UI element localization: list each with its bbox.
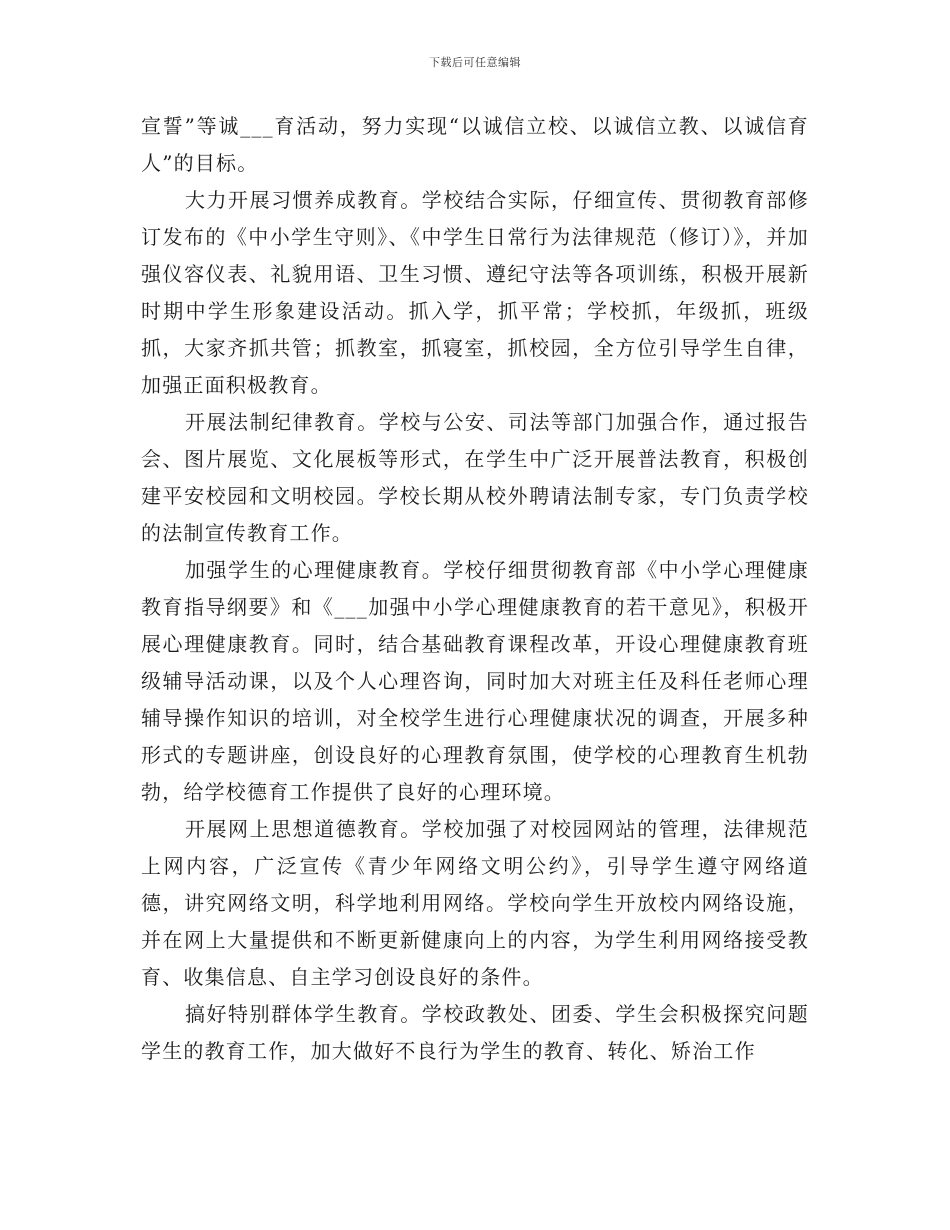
paragraph-1: 宣誓”等诚___育活动，努力实现“以诚信立校、以诚信立教、以诚信育人”的目标。 (141, 114, 809, 175)
page-header: 下载后可任意编辑 (429, 56, 521, 69)
paragraph-2: 大力开展习惯养成教育。学校结合实际，仔细宣传、贯彻教育部修订发布的《中小学生守则》、《中学生日常行为法律规范（修订）》，并加强仪容仪表、礼貌用语、卫生习惯、遵纪守法等各项训练，积极开展新时期中学生形象建设活动。抓入学，抓平常；学校抓，年级抓，班级抓，大家齐抓共管；抓教室，抓寝室，抓校园，全方位引导学生自律，加强正面积极教育。 (141, 188, 809, 397)
document-body (141, 108, 809, 1070)
paragraph-3: 开展法制纪律教育。学校与公安、司法等部门加强合作，通过报告会、图片展览、文化展板等形式，在学生中广泛开展普法教育，积极创建平安校园和文明校园。学校长期从校外聘请法制专家，专门负责学校的法制宣传教育工作。 (141, 410, 809, 545)
paragraph-5: 开展网上思想道德教育。学校加强了对校园网站的管理，法律规范上网内容，广泛宣传《青少年网络文明公约》，引导学生遵守网络道德，讲究网络文明，科学地利用网络。学校向学生开放校内网络设施，并在网上大量提供和不断更新健康向上的内容，为学生利用网络接受教育、收集信息、自主学习创设良好的条件。 (141, 817, 809, 989)
paragraph-4: 加强学生的心理健康教育。学校仔细贯彻教育部《中小学心理健康教育指导纲要》和《___加强中小学心理健康教育的若干意见》，积极开展心理健康教育。同时，结合基础教育课程改革，开设心理健康教育班级辅导活动课，以及个人心理咨询，同时加大对班主任及科任老师心理辅导操作知识的培训，对全校学生进行心理健康状况的调查，开展多种形式的专题讲座，创设良好的心理教育氛围，使学校的心理教育生机勃勃，给学校德育工作提供了良好的心理环境。 (141, 558, 809, 804)
paragraph-6: 搞好特别群体学生教育。学校政教处、团委、学生会积极探究问题学生的教育工作，加大做好不良行为学生的教育、转化、矫治工作 (141, 1002, 809, 1063)
